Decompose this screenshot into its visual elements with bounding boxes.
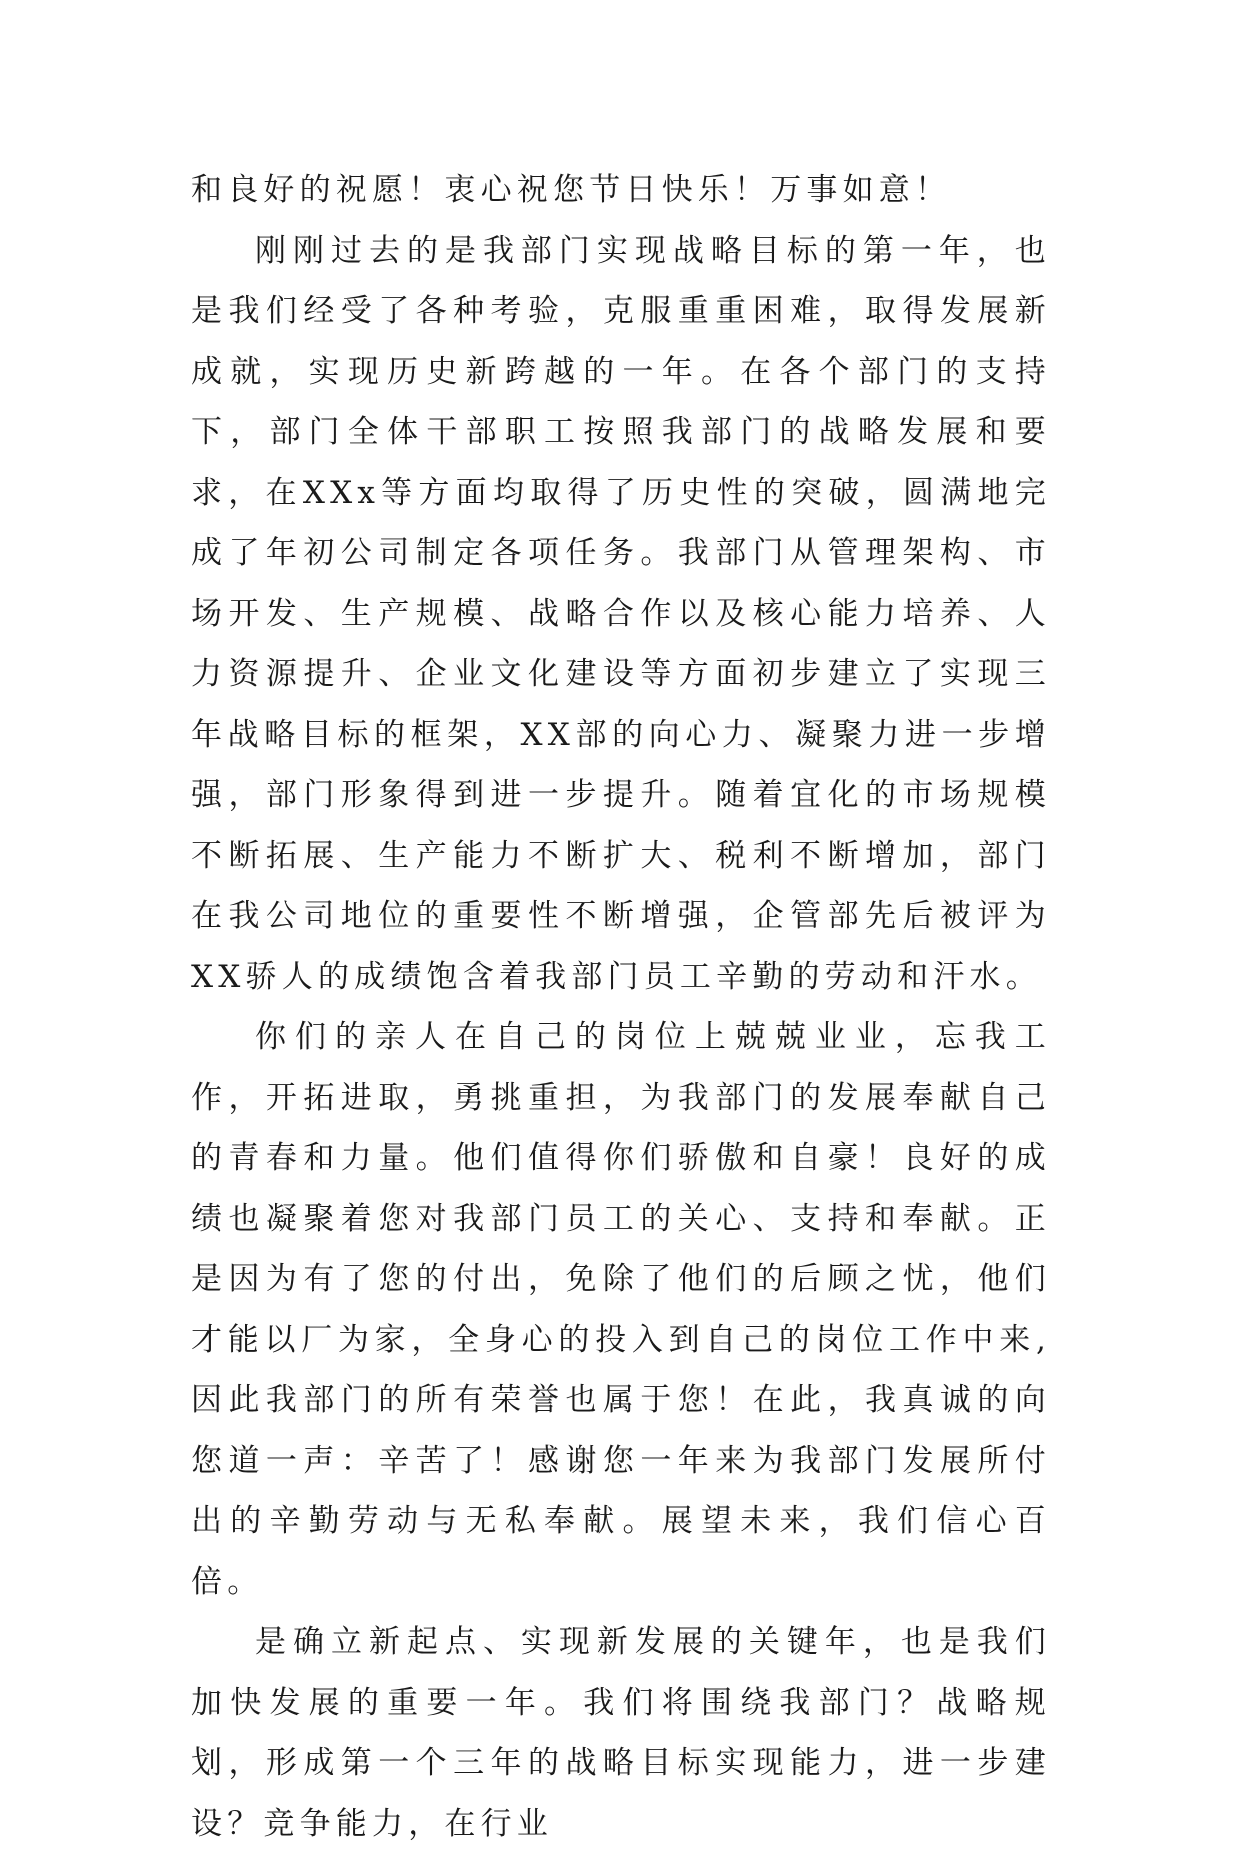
paragraph-family-thanks: 你们的亲人在自己的岗位上兢兢业业，忘我工作，开拓进取，勇挑重担，为我部门的发展奉献自己的青春和力量。他们值得你们骄傲和自豪！良好的成绩也凝聚着您对我部门员工的关心、支持和奉献。正是因为有了您的付出，免除了他们的后顾之忧，他们才能以厂为家，全身心的投入到自己的岗位工作中来,因此我部门的所有荣誉也属于您！在此，我真诚的向您道一声：辛苦了！感谢您一年来为我部门发展所付出的辛勤劳动与无私奉献。展望未来，我们信心百倍。 xyxy=(191,1019,1051,1600)
paragraph-closing-wishes: 和良好的祝愿！衷心祝您节日快乐！万事如意！ xyxy=(191,172,952,208)
paragraph-year-review: 刚刚过去的是我部门实现战略目标的第一年，也是我们经受了各种考验，克服重重困难，取得发展新成就，实现历史新跨越的一年。在各个部门的支持下，部门全体干部职工按照我部门的战略发展和要求，在XXx等方面均取得了历史性的突破，圆满地完成了年初公司制定各项任务。我部门从管理架构、市场开发、生产规模、战略合作以及核心能力培养、人力资源提升、企业文化建设等方面初步建立了实现三年战略目标的框架，XX部的向心力、凝聚力进一步增强，部门形象得到进一步提升。随着宜化的市场规模不断拓展、生产能力不断扩大、税利不断增加，部门在我公司地位的重要性不断增强，企管部先后被评为XX骄人的成绩饱含着我部门员工辛勤的劳动和汗水。 xyxy=(191,232,1051,995)
document-body xyxy=(191,160,1051,1854)
paragraph-outlook: 是确立新起点、实现新发展的关键年，也是我们加快发展的重要一年。我们将围绕我部门？战略规划，形成第一个三年的战略目标实现能力，进一步建设？竞争能力，在行业 xyxy=(191,1624,1051,1842)
